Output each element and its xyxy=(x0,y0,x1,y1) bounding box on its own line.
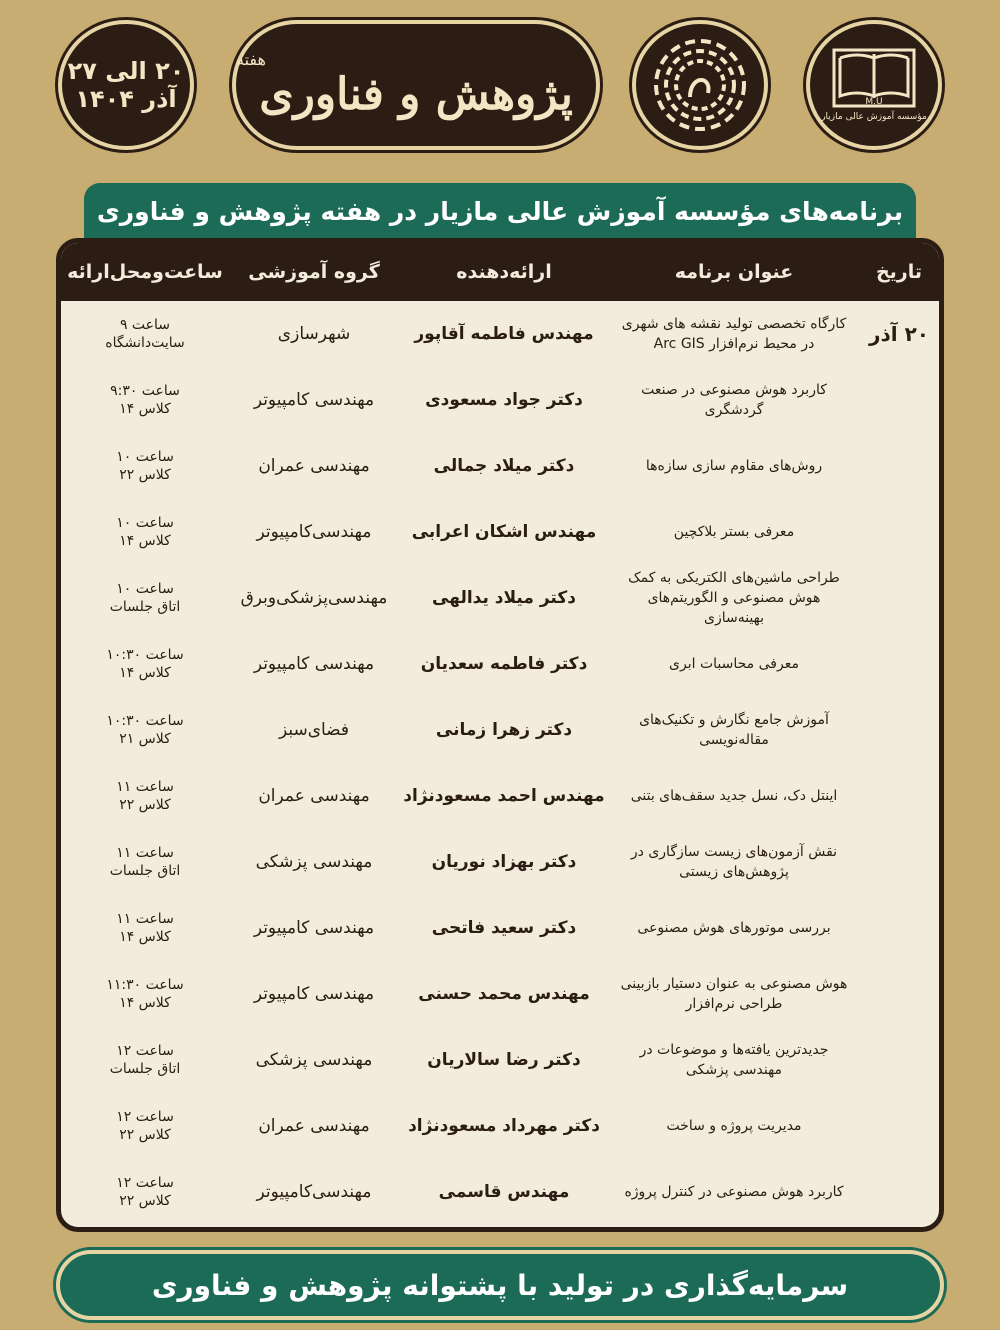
row-time: ساعت ۱۱:۳۰ xyxy=(106,977,184,993)
row-title: معرفی محاسبات ابری xyxy=(669,656,799,672)
table-row xyxy=(61,367,939,433)
row-group: شهرسازی xyxy=(277,324,351,344)
logo-caption: مؤسسه آموزش عالی مازیار xyxy=(821,112,927,122)
schedule-table xyxy=(56,238,944,1232)
row-time: ساعت ۱۱ xyxy=(116,911,174,927)
slogan-banner: سرمایه‌گذاری در تولید با پشتوانه پژوهش و فناوری xyxy=(56,1250,944,1320)
row-group: مهندسی‌کامپیوتر xyxy=(256,522,372,542)
row-group: مهندسی عمران xyxy=(258,786,370,806)
row-place: کلاس ۱۴ xyxy=(119,929,171,945)
table-row xyxy=(61,1027,939,1093)
row-title: آموزش جامع نگارش و تکنیک‌های مقاله‌نویسی xyxy=(639,712,829,748)
row-group: مهندسی کامپیوتر xyxy=(253,390,375,410)
row-title: طراحی ماشین‌های الکتریکی به کمک هوش مصنوعی و الگوریتم‌های بهینه‌سازی xyxy=(628,570,840,626)
table-body xyxy=(61,301,939,1225)
row-presenter: دکتر فاطمه سعدیان xyxy=(420,654,588,674)
row-time-place xyxy=(61,778,229,814)
row-group: مهندسی‌پزشکی‌وبرق xyxy=(240,588,388,608)
row-time: ساعت ۱۰:۳۰ xyxy=(106,713,184,729)
book-logo-icon xyxy=(832,48,916,108)
table-row xyxy=(61,961,939,1027)
row-time-place xyxy=(61,976,229,1012)
row-place: کلاس ۲۱ xyxy=(119,731,171,747)
table-row xyxy=(61,829,939,895)
row-presenter: مهندس محمد حسنی xyxy=(418,984,590,1004)
row-title: کارگاه تخصصی تولید نقشه های شهری در محیط نرم‌افزار Arc GIS xyxy=(621,316,847,352)
row-presenter: مهندس احمد مسعودنژاد xyxy=(403,786,605,806)
row-place: کلاس ۲۲ xyxy=(119,1127,171,1143)
date-month-year: آذر ۱۴۰۴ xyxy=(75,85,177,113)
row-presenter: مهندس فاطمه آقاپور xyxy=(414,324,594,344)
row-place: اتاق جلسات xyxy=(109,863,181,879)
row-presenter: دکتر میلاد جمالی xyxy=(433,456,575,476)
row-title: هوش مصنوعی به عنوان دستیار بازبینی طراحی نرم‌افزار xyxy=(620,976,848,1012)
row-time: ساعت ۹:۳۰ xyxy=(110,383,180,399)
row-presenter: دکتر بهزاد نوریان xyxy=(431,852,577,872)
table-row xyxy=(61,499,939,565)
row-group: مهندسی کامپیوتر xyxy=(253,918,375,938)
row-place: اتاق جلسات xyxy=(109,1061,181,1077)
row-group: مهندسی پزشکی xyxy=(255,852,373,872)
row-time: ساعت ۱۱ xyxy=(116,779,174,795)
row-time: ساعت ۱۰ xyxy=(116,449,174,465)
row-time: ساعت ۱۰ xyxy=(116,515,174,531)
row-place: کلاس ۱۴ xyxy=(119,665,171,681)
row-place: کلاس ۲۲ xyxy=(119,467,171,483)
row-title: مدیریت پروژه و ساخت xyxy=(666,1118,802,1134)
row-group: مهندسی پزشکی xyxy=(255,1050,373,1070)
row-time: ساعت ۹ xyxy=(119,317,171,333)
row-group: مهندسی عمران xyxy=(258,1116,370,1136)
row-time: ساعت ۱۰ xyxy=(116,581,174,597)
row-group: مهندسی‌کامپیوتر xyxy=(256,1182,372,1202)
table-row xyxy=(61,433,939,499)
row-group: فضای‌سبز xyxy=(278,720,350,740)
date-badge xyxy=(58,20,194,150)
table-header xyxy=(61,243,939,301)
row-place: سایت‌دانشگاه xyxy=(105,335,185,351)
date-range: ۲۰ الی ۲۷ xyxy=(67,57,185,85)
row-presenter: مهندس قاسمی xyxy=(438,1182,570,1202)
row-presenter: دکتر زهرا زمانی xyxy=(435,720,573,740)
row-group: مهندسی عمران xyxy=(258,456,370,476)
row-presenter: دکتر رضا سالاریان xyxy=(427,1050,581,1070)
row-place: کلاس ۲۲ xyxy=(119,797,171,813)
row-presenter: مهندس اشکان اعرابی xyxy=(411,522,597,542)
row-time-place xyxy=(61,910,229,946)
row-time-place xyxy=(61,514,229,550)
table-row xyxy=(61,697,939,763)
logo-mark: M.U xyxy=(865,97,883,107)
event-title-small: هفته xyxy=(236,49,266,69)
spiral-logo-icon xyxy=(632,20,768,150)
header-date: تاریخ xyxy=(875,261,923,283)
row-time-place xyxy=(61,1174,229,1210)
row-group: مهندسی کامپیوتر xyxy=(253,984,375,1004)
row-title: اینتل دک، نسل جدید سقف‌های بتنی xyxy=(630,788,838,804)
header-presenter: ارائه‌دهنده xyxy=(456,261,552,283)
header-group: گروه آموزشی xyxy=(248,261,380,283)
row-time: ساعت ۱۰:۳۰ xyxy=(106,647,184,663)
row-presenter: دکتر سعید فاتحی xyxy=(431,918,577,938)
row-time-place xyxy=(61,382,229,418)
row-place: کلاس ۱۴ xyxy=(119,533,171,549)
row-time: ساعت ۱۱ xyxy=(116,845,174,861)
row-time-place xyxy=(61,1042,229,1078)
row-title: جدیدترین یافته‌ها و موضوعات در مهندسی پزشکی xyxy=(639,1042,829,1078)
row-time-place xyxy=(61,580,229,616)
header-title: عنوان برنامه xyxy=(674,261,794,283)
row-title: نقش آزمون‌های زیست سازگاری در پژوهش‌های زیستی xyxy=(630,844,838,880)
table-row xyxy=(61,1093,939,1159)
table-row xyxy=(61,565,939,631)
header-time-place: ساعت‌ومحل‌ارائه xyxy=(67,261,223,283)
event-title: پژوهش و فناوری xyxy=(259,68,573,120)
row-place: کلاس ۱۴ xyxy=(119,995,171,1011)
row-date: ۲۰ آذر xyxy=(868,322,930,346)
table-row xyxy=(61,763,939,829)
program-heading: برنامه‌های مؤسسه آموزش عالی مازیار در هفته پژوهش و فناوری xyxy=(84,183,916,239)
row-time: ساعت ۱۲ xyxy=(116,1175,174,1191)
row-presenter: دکتر مهرداد مسعودنژاد xyxy=(408,1116,600,1136)
table-row xyxy=(61,631,939,697)
row-time-place xyxy=(61,646,229,682)
event-title-badge xyxy=(232,20,600,150)
row-title: کاربرد هوش مصنوعی در کنترل پروژه xyxy=(624,1184,844,1200)
row-presenter: دکتر میلاد یدالهی xyxy=(432,588,576,608)
table-row xyxy=(61,895,939,961)
row-time: ساعت ۱۲ xyxy=(116,1109,174,1125)
row-time-place xyxy=(61,1108,229,1144)
row-place: کلاس ۱۴ xyxy=(119,401,171,417)
row-time-place xyxy=(61,712,229,748)
row-title: کاربرد هوش مصنوعی در صنعت گردشگری xyxy=(641,382,827,418)
row-group: مهندسی کامپیوتر xyxy=(253,654,375,674)
row-time: ساعت ۱۲ xyxy=(116,1043,174,1059)
row-title: روش‌های مقاوم سازی سازه‌ها xyxy=(645,458,823,474)
table-row xyxy=(61,1159,939,1225)
row-place: اتاق جلسات xyxy=(109,599,181,615)
row-title: معرفی بستر بلاکچین xyxy=(673,524,795,540)
row-presenter: دکتر جواد مسعودی xyxy=(425,390,583,410)
row-time-place xyxy=(61,316,229,352)
row-time-place xyxy=(61,844,229,880)
table-row xyxy=(61,301,939,367)
row-title: بررسی موتورهای هوش مصنوعی xyxy=(637,920,831,936)
institute-logo xyxy=(806,20,942,150)
row-place: کلاس ۲۲ xyxy=(119,1193,171,1209)
row-time-place xyxy=(61,448,229,484)
